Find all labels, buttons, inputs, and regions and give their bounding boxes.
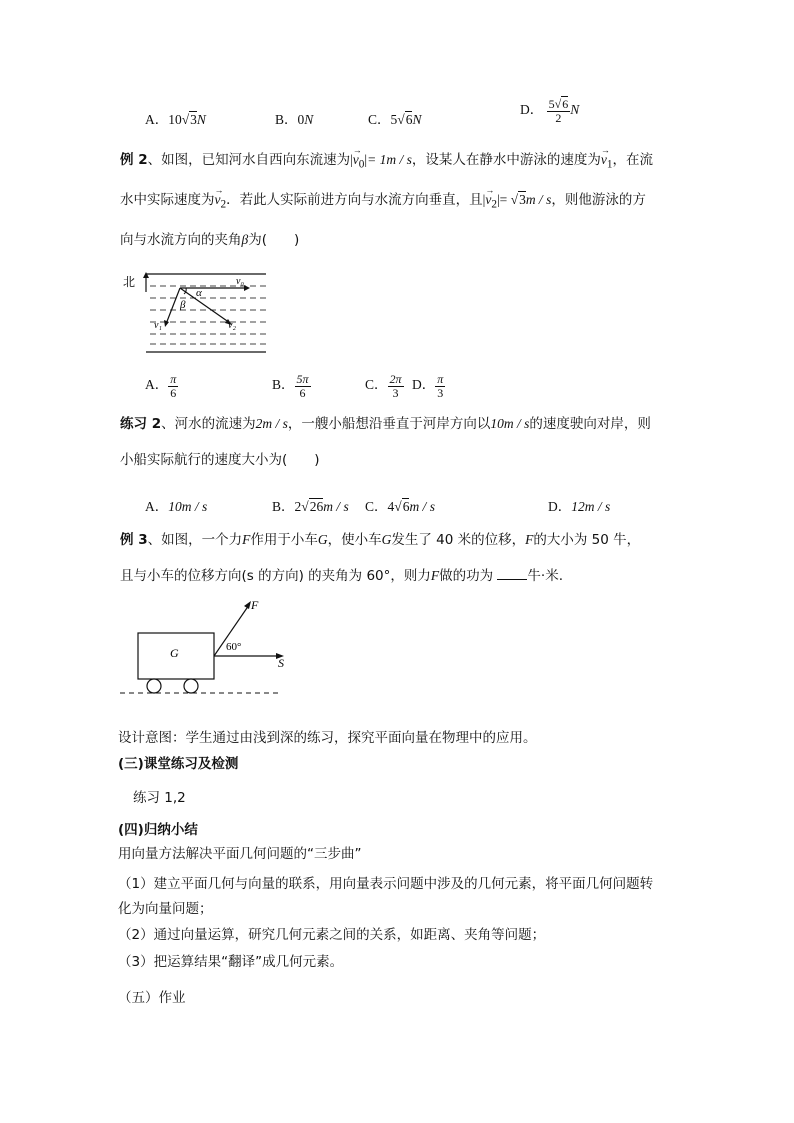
force-label: F xyxy=(251,598,259,612)
cart-diagram xyxy=(118,595,288,700)
answer-blank xyxy=(497,567,527,580)
section4-title: (四)归纳小结 xyxy=(118,822,198,838)
option-c: C．5√6N xyxy=(368,112,422,127)
cart-label: G xyxy=(170,646,179,660)
option-d: D． $\frac{5√6}{2}$ N xyxy=(520,97,580,125)
river-diagram xyxy=(118,268,278,356)
step1-line2: 化为向量问题； xyxy=(118,901,213,917)
section3-title: (三)课堂练习及检测 xyxy=(118,756,239,772)
pr2-option-a: A．10m / s xyxy=(145,499,208,514)
ex2-option-c: C． $\frac{2\pi}{3}$ xyxy=(365,372,402,400)
option-a: A．10√3N xyxy=(145,112,206,127)
section4-lead: 用向量方法解决平面几何问题的“三步曲” xyxy=(118,846,362,862)
pr2-line2: 小船实际航行的速度大小为( ) xyxy=(120,452,320,468)
v0-label: v₀ xyxy=(236,276,244,287)
v2-vector xyxy=(180,288,230,323)
pr2-line1: 练习 2、河水的流速为2m / s，一艘小船想沿垂直于河岸方向以10m / s的速度驶向对岸，则 xyxy=(120,416,651,432)
ex3-line1: 例 3、如图，一个力F作用于小车G，使小车G发生了 40 米的位移，F的大小为 50 牛， xyxy=(120,532,641,548)
step3: （3）把运算结果“翻译”成几何元素。 xyxy=(118,954,344,970)
displacement-label: S xyxy=(278,656,284,670)
pr2-option-b: B．2√26m / s xyxy=(272,499,349,514)
ex3-line2: 且与小车的位移方向(s 的方向) 的夹角为 60°，则力F做的功为 牛·米. xyxy=(120,568,564,584)
option-b: B．0N xyxy=(275,112,314,127)
design-intent: 设计意图：学生通过由浅到深的练习，探究平面向量在物理中的应用。 xyxy=(118,730,537,746)
pr2-option-d: D．12m / s xyxy=(548,499,611,514)
v2-label: v₂ xyxy=(228,320,236,331)
step1-line1: （1）建立平面几何与向量的联系，用向量表示问题中涉及的几何元素，将平面几何问题转 xyxy=(118,876,654,892)
ex2-line1: 例 2、如图，已知河水自西向东流速为|→ $v_0|= 1m / s$，设某人在静水中游泳的速度为→ $v_1$，在流 xyxy=(120,150,653,175)
ex2-line3: 向与水流方向的夹角β为( ) xyxy=(120,232,300,248)
v1-label: v₁ xyxy=(154,320,162,331)
north-label: 北 xyxy=(123,275,136,289)
pr2-option-c: C．4√6m / s xyxy=(365,499,435,514)
v1-vector xyxy=(166,288,180,324)
ex2-option-d: D． $\frac{\pi}{3}$ xyxy=(412,372,444,400)
angle-label: 60° xyxy=(226,641,242,653)
beta-label: β xyxy=(180,299,186,311)
ex2-option-a: A． $\frac{\pi}{6}$ xyxy=(145,372,177,400)
section3-body: 练习 1,2 xyxy=(133,790,186,806)
cart-wheel-right xyxy=(184,679,198,693)
ex2-option-b: B． $\frac{5\pi}{6}$ xyxy=(272,372,309,400)
ex2-line2: 水中实际速度为→ $v_2$．若此人实际前进方向与水流方向垂直，且|→ $v_2|= √3m / s$，则他游泳的方 xyxy=(120,190,646,215)
alpha-label: α xyxy=(196,287,202,299)
section5-title: （五）作业 xyxy=(118,990,186,1006)
cart-wheel-left xyxy=(147,679,161,693)
river-flow-lines xyxy=(150,286,266,344)
step2: （2）通过向量运算，研究几何元素之间的关系，如距离、夹角等问题； xyxy=(118,927,546,943)
